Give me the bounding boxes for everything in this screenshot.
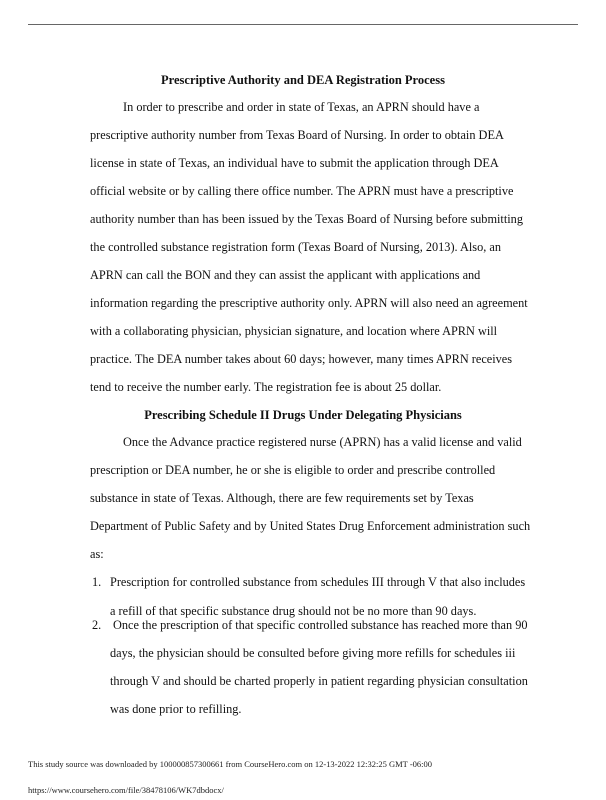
paragraph-line: Once the Advance practice registered nurse (APRN) has a valid license and valid [123,435,522,449]
list-item-line: Once the prescription of that specific controlled substance has reached more than 90 [113,618,528,632]
paragraph-line: with a collaborating physician, physician signature, and location where APRN will [90,324,498,338]
paragraph-line: practice. The DEA number takes about 60 days; however, many times APRN receives [90,352,513,366]
list-item-line: through V and should be charted properly in patient regarding physician consultation [110,674,528,688]
paragraph-line: official website or by calling there office number. The APRN must have a prescriptive [90,184,514,198]
paragraph-line: substance in state of Texas. Although, there are few requirements set by Texas [90,491,474,505]
list-item-line: a refill of that specific substance drug should not be no more than 90 days. [110,604,477,618]
section-heading-prescriptive-authority: Prescriptive Authority and DEA Registration Process [161,73,445,87]
paragraph-line: authority number than has been issued by the Texas Board of Nursing before submitting [90,212,523,226]
paragraph-line: the controlled substance registration form (Texas Board of Nursing, 2013). Also, an [90,240,501,254]
paragraph-line: Department of Public Safety and by United States Drug Enforcement administration such [90,519,531,533]
list-item-line: days, the physician should be consulted before giving more refills for schedules iii [110,646,516,660]
list-item-number: 1. [92,575,102,589]
paragraph-line: information regarding the prescriptive authority only. APRN will also need an agreement [90,296,528,310]
paragraph-line: APRN can call the BON and they can assist the applicant with applications and [90,268,481,282]
download-notice: This study source was downloaded by 100000857300661 from CourseHero.com on 12-13-2022 12:32:25 GMT -06:00 [28,759,433,769]
source-url[interactable]: https://www.coursehero.com/file/38478106/WK7dbdocx/ [28,785,224,795]
list-item-line: was done prior to refilling. [110,702,242,716]
paragraph-line: license in state of Texas, an individual have to submit the application through DEA [90,156,499,170]
paragraph-line: In order to prescribe and order in state of Texas, an APRN should have a [123,100,480,114]
paragraph-line: prescription or DEA number, he or she is eligible to order and prescribe controlled [90,463,496,477]
list-item-line: Prescription for controlled substance from schedules III through V that also includes [110,575,526,589]
section-heading-schedule-ii: Prescribing Schedule II Drugs Under Delegating Physicians [144,408,462,422]
paragraph-line: tend to receive the number early. The registration fee is about 25 dollar. [90,380,442,394]
paragraph-line: as: [90,547,104,561]
paragraph-line: prescriptive authority number from Texas Board of Nursing. In order to obtain DEA [90,128,504,142]
list-item-number: 2. [92,618,102,632]
